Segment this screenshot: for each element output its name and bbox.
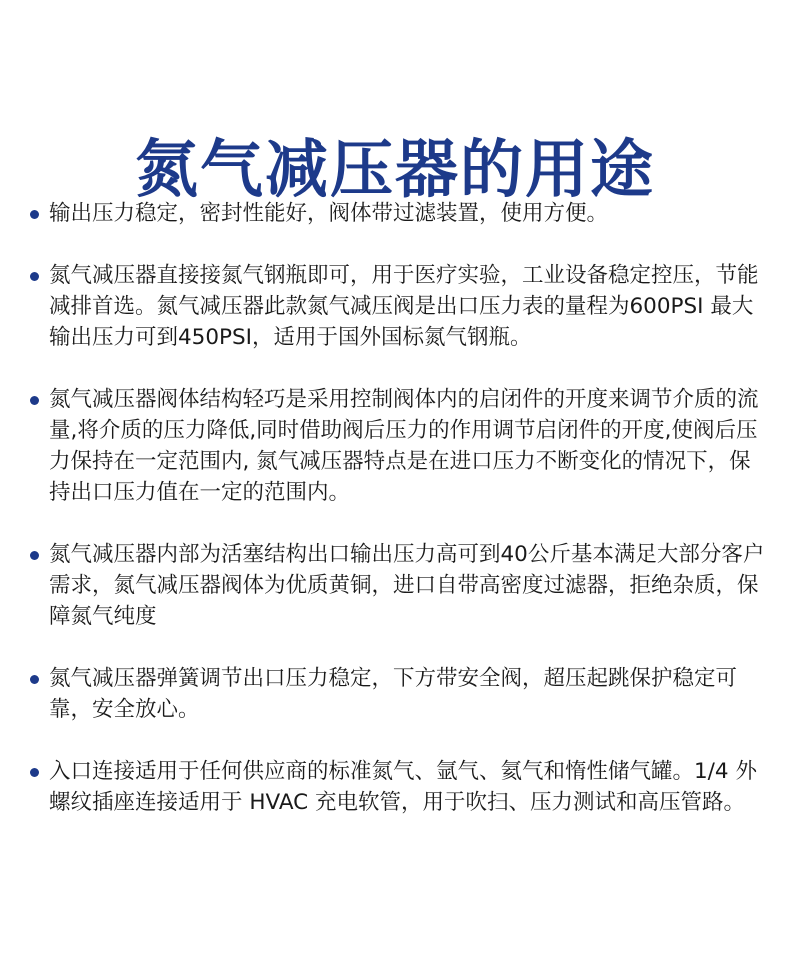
- list-item-text: 入口连接适用于任何供应商的标准氮气、氩气、氦气和惰性储气罐。1/4 外螺纹插座连接适用于 HVAC 充电软管，用于吹扫、压力测试和高压管路。: [49, 759, 757, 815]
- list-item: [30, 260, 770, 353]
- list-item-text: 氮气减压器弹簧调节出口压力稳定，下方带安全阀，超压起跳保护稳定可靠，安全放心。: [49, 666, 738, 722]
- list-item: [30, 756, 770, 818]
- list-item: [30, 198, 770, 229]
- list-item-text: 氮气减压器内部为活塞结构出口输出压力高可到40公斤基本满足大部分客户需求，氮气减压器阀体为优质黄铜，进口自带高密度过滤器，拒绝杂质，保障氮气纯度: [49, 542, 765, 629]
- list-item-text: 氮气减压器直接接氮气钢瓶即可，用于医疗实验，工业设备稳定控压，节能减排首选。氮气减压器此款氮气减压阀是出口压力表的量程为600PSI 最大输出压力可到450PSI，适用于国外国标氮气钢瓶。: [49, 263, 759, 350]
- feature-list: [30, 198, 770, 849]
- bullet-icon: [30, 768, 39, 777]
- list-item-text: 氮气减压器阀体结构轻巧是采用控制阀体内的启闭件的开度来调节介质的流量,将介质的压力降低,同时借助阀后压力的作用调节启闭件的开度,使阀后压力保持在一定范围内, 氮气减压器特点是在进口压力不断变化的情况下，保持出口压力值在一定的范围内。: [49, 387, 759, 505]
- bullet-icon: [30, 396, 39, 405]
- list-item: [30, 663, 770, 725]
- bullet-icon: [30, 210, 39, 219]
- list-item: [30, 384, 770, 508]
- bullet-icon: [30, 272, 39, 281]
- list-item: [30, 539, 770, 632]
- bullet-icon: [30, 551, 39, 560]
- bullet-icon: [30, 675, 39, 684]
- list-item-text: 输出压力稳定，密封性能好，阀体带过滤装置，使用方便。: [49, 201, 609, 226]
- page-title: 氮气减压器的用途: [135, 133, 655, 207]
